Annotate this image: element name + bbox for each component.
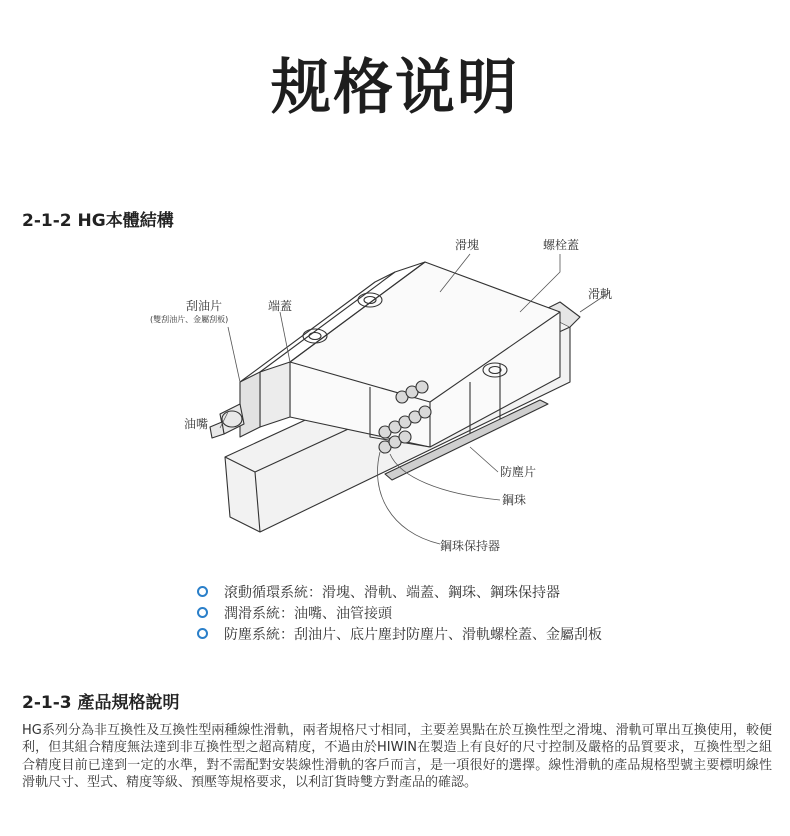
- block-shape: [290, 262, 560, 447]
- label-scraper-note: (雙刮油片、金屬刮板): [150, 315, 229, 324]
- label-seal: 防塵片: [500, 465, 537, 479]
- linear-guide-diagram: [140, 232, 640, 562]
- label-steel-ball: 鋼珠: [502, 493, 527, 507]
- label-block: 滑塊: [455, 238, 480, 252]
- ring-bullet-icon: [197, 586, 208, 597]
- system-list: [197, 581, 602, 644]
- list-item: 潤滑系統：油嘴、油管接頭: [197, 602, 602, 623]
- grease-nipple-shape: [210, 404, 244, 438]
- spec-paragraph: HG系列分為非互換性及互換性型兩種線性滑軌，兩者規格尺寸相同，主要差異點在於互換性型之滑塊、滑軌可單出互換使用，較便利，但其組合精度無法達到非互換性型之超高精度，不過由於HIWIN在製造上有良好的尺寸控制及嚴格的品質要求，互換性型之組合精度目前已達到一定的水準，對不需配對安裝線性滑軌的客戶而言，是一項很好的選擇。線性滑軌的產品規格型號主要標明線性滑軌尺寸、型式、精度等級、預壓等規格要求，以利訂貨時雙方對產品的確認。: [22, 723, 772, 791]
- label-scraper: 刮油片: [186, 299, 223, 313]
- list-item: 滾動循環系統：滑塊、滑軌、端蓋、鋼珠、鋼珠保持器: [197, 581, 602, 602]
- page-title: 规格说明: [271, 53, 519, 123]
- label-ball-retainer: 鋼珠保持器: [440, 539, 501, 553]
- section-heading-structure: 2-1-2 HG本體結構: [22, 211, 174, 231]
- label-end-cap: 端蓋: [268, 299, 293, 313]
- ring-bullet-icon: [197, 628, 208, 639]
- label-bolt-cap: 螺栓蓋: [543, 238, 580, 252]
- list-item: 防塵系統：刮油片、底片塵封防塵片、滑軌螺栓蓋、金屬刮板: [197, 623, 602, 644]
- section-heading-spec: 2-1-3 產品規格說明: [22, 693, 180, 713]
- ring-bullet-icon: [197, 607, 208, 618]
- label-rail: 滑軌: [588, 287, 613, 301]
- label-grease-nipple: 油嘴: [184, 417, 209, 431]
